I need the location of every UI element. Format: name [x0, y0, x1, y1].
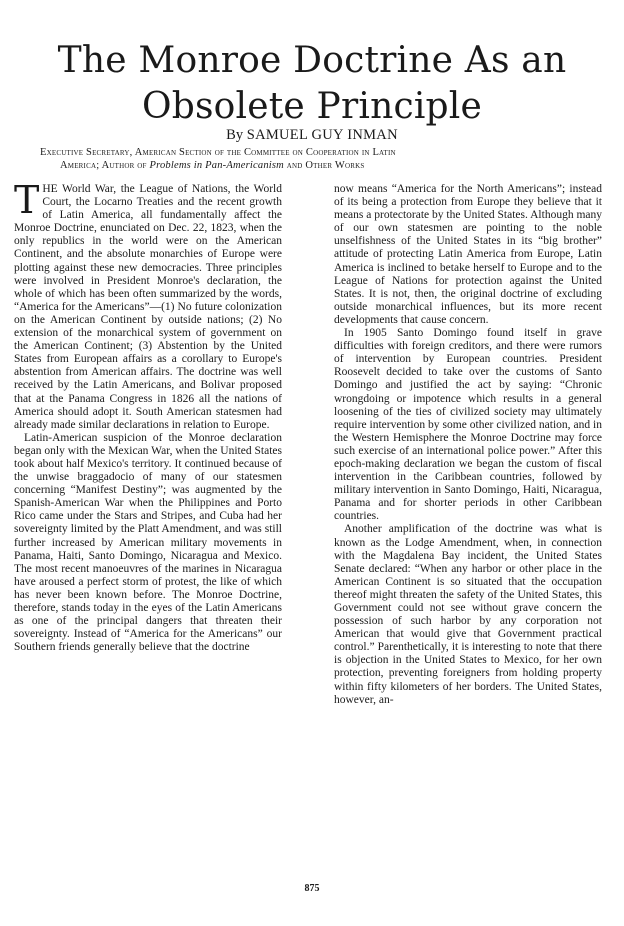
paragraph — [14, 178, 282, 432]
affiliation-line-1: Executive Secretary, American Section of the Committee on Cooperation in Latin — [40, 147, 396, 158]
byline-prefix: By — [226, 127, 244, 143]
author-name: SAMUEL GUY INMAN — [246, 127, 398, 143]
author-affiliation — [40, 146, 600, 172]
paragraph: Another amplification of the doctrine was what is known as the Lodge Amendment, when, in connection with the Magdalena Bay incident, the United States Senate declared: “When any harbor or other place in the American Continent is so situated that the occupation thereof might threaten the safety of the United States, this Government could not see without grave concern the possession of such harbor by any corporation not American that would give that Government practical control.” Parenthetically, it is interesting to note that there is objection in the United States to Mexico, for her own protection, preventing foreigners from holding property within fifty kilometers of her borders. The United States, however, an- — [334, 523, 602, 706]
page-number: 875 — [304, 883, 320, 894]
left-column — [14, 178, 282, 654]
paragraph: Latin-American suspicion of the Monroe declaration began only with the Mexican War, when the United States took about half Mexico's territory. It continued because of the unwise braggadocio of many of our statesmen concerning “Manifest Destiny”; was augmented by the Spanish-American War when the Philippines and Porto Rico came under the Stars and Stripes, and Cuba had her sovereignty limited by the Platt Amendment, and was still further increased by American military movements in Panama, Haiti, Santo Domingo, Nicaragua and Mexico. The most recent manoeuvres of the marines in Nicaragua have aroused a perfect storm of protest, the like of which has never been known before. The Monroe Doctrine, therefore, stands today in the eyes of the Latin Americans as one of the principal dangers that threaten their sovereignty. Instead of “America for the Americans” our Southern friends generally believe that the doctrine — [14, 431, 282, 654]
affiliation-line-2-start: America; Author of — [60, 160, 147, 171]
affiliation-book-title: Problems in Pan-Americanism — [149, 160, 284, 171]
paragraph-text: HE World War, the League of Nations, the World Court, the Locarno Treaties and the recent growth of Latin America, all fundamentally affect the Monroe Doctrine, enunciated on Dec. 22, 1823, when the only republics in the world were on the American Continent, and the absolute monarchies of Europe were plotting against these new democracies. Three principles were involved in President Monroe's declaration, the whole of which has been often summarized by the words, “America for the Americans”—(1) No future colonization on the American Continent by outside nations; (2) No extension of the monarchical system of government on the American Continent; (3) Abstention by the United States from European affairs as a corollary to Europe's abstention from American affairs. The doctrine was well received by the Latin Americans, and Bolivar proposed that at the Panama Congress in 1826 all the nations of America should adopt it. South American statesmen had already made similar declarations in relation to Europe. — [14, 183, 282, 431]
affiliation-line-2-end: and Other Works — [286, 160, 365, 171]
paragraph: In 1905 Santo Domingo found itself in grave difficulties with foreign creditors, and there were rumors of intervention by European countries. President Roosevelt decided to take over the customs of Santo Domingo and justified the act by saying: “Chronic wrongdoing or impotence which results in a general loosening of the ties of civilized society may ultimately require intervention by some other civilized nation, and in the Western Hemisphere the Monroe Doctrine may force such exercise of an international police power.” After this epoch-making declaration we began the custom of fiscal intervention in the Caribbean countries, followed by military intervention in Santo Domingo, Haiti, Nicaragua, Panama and for shorter periods in other Caribbean countries. — [334, 327, 602, 523]
byline — [0, 126, 624, 144]
title-line-1: The Monroe Doctrine As an — [57, 40, 567, 81]
right-column — [334, 183, 602, 707]
paragraph: now means “America for the North Americans”; instead of its being a protection from Europe they believe that it means a protectorate by the United States. Although many of our own statesmen are pointing to the noble unselfishness of the United States in its “big brother” attitude of protecting Latin America from Europe, Latin America is inclined to betake herself to Europe and to the League of Nations for protection against the United States. It is not, then, the original doctrine of excluding outside monarchical influences, but its more recent developments that cause concern. — [334, 183, 602, 326]
article-title — [0, 38, 624, 130]
affiliation-line-2 — [40, 159, 600, 172]
drop-cap: T — [14, 178, 40, 222]
title-line-2: Obsolete Principle — [141, 86, 482, 127]
